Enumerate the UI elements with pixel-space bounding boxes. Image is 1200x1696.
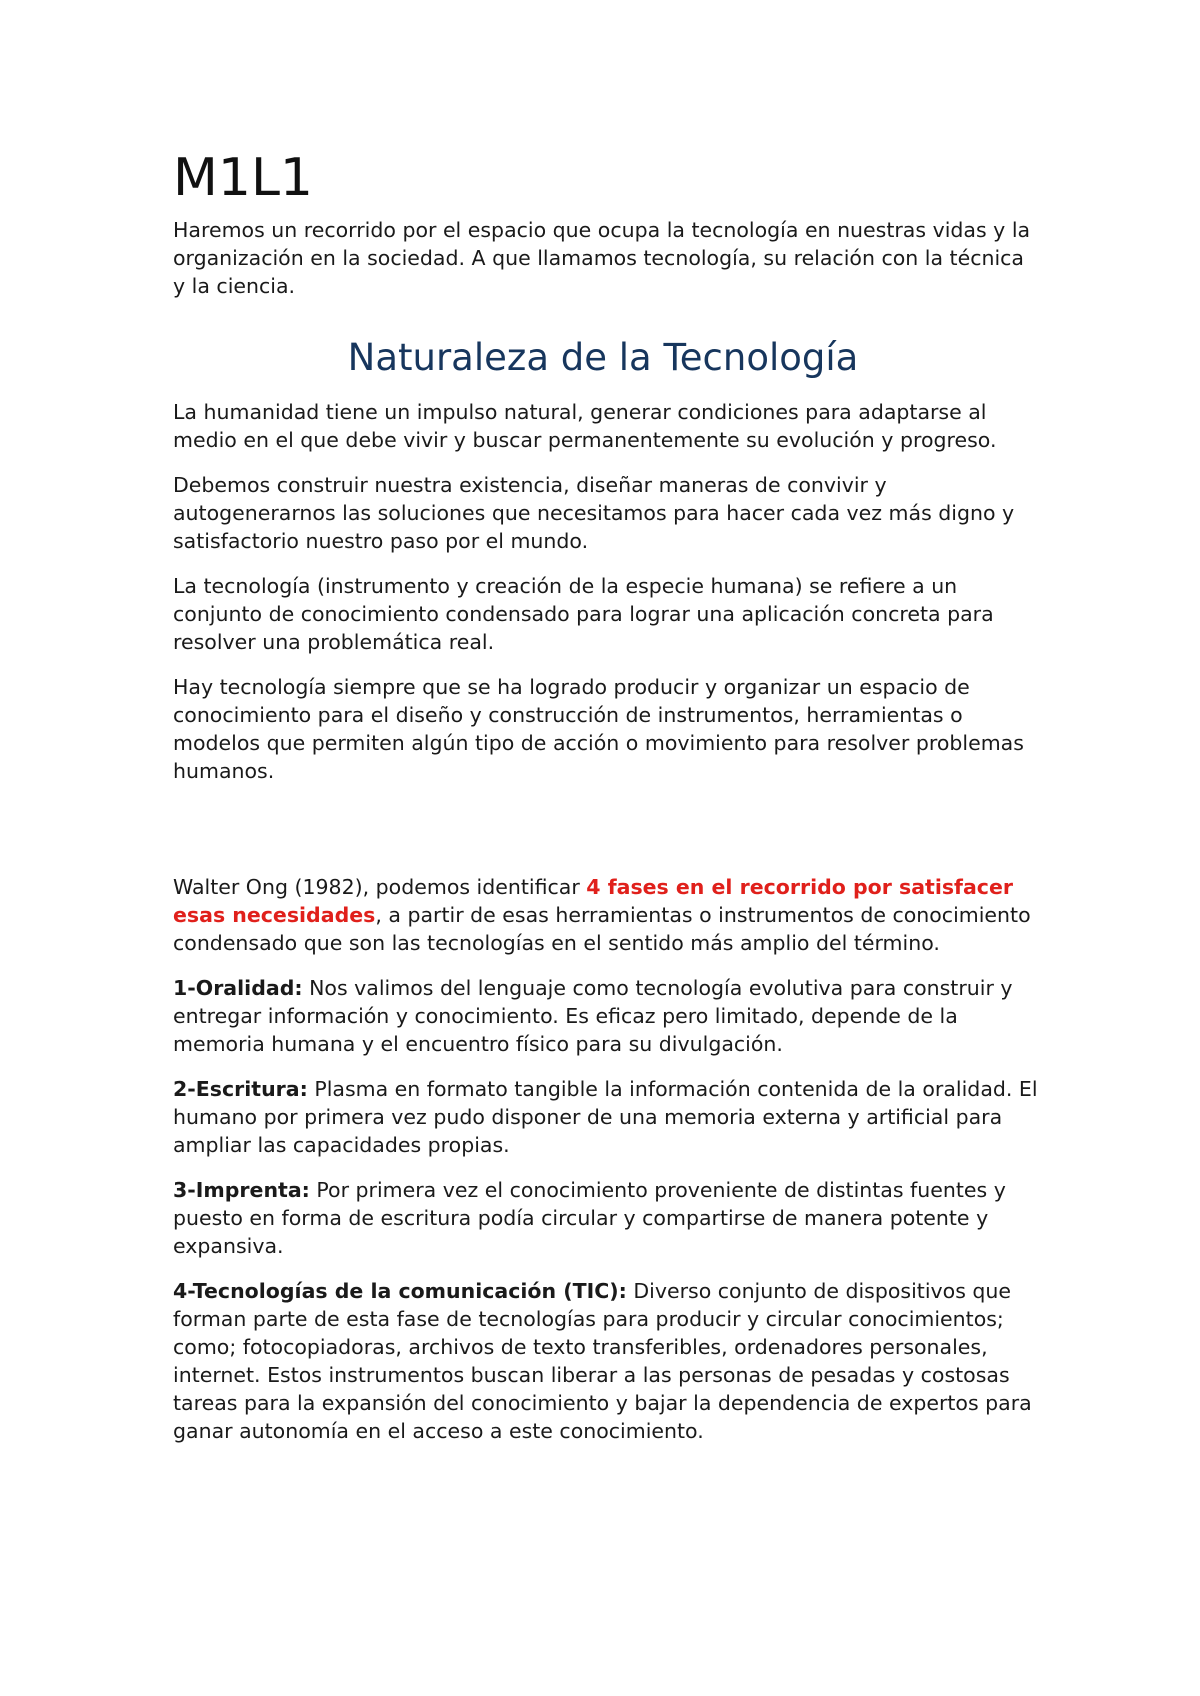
section-heading: Naturaleza de la Tecnología bbox=[347, 336, 859, 379]
phase-label: 1-Oralidad: bbox=[173, 976, 303, 1000]
body-paragraph: Debemos construir nuestra existencia, diseñar maneras de convivir y autogenerarnos las soluciones que necesitamos para hacer cada vez más digno y satisfactorio nuestro paso por el mundo. bbox=[173, 473, 1015, 553]
phase-text: Por primera vez el conocimiento proveniente de distintas fuentes y puesto en forma de escritura podía circular y compartirse de manera potente y expansiva. bbox=[173, 1178, 1006, 1258]
phase-text: Plasma en formato tangible la información contenida de la oralidad. El humano por primera vez pudo disponer de una memoria externa y artificial para ampliar las capacidades propias. bbox=[173, 1077, 1038, 1157]
ong-highlight-text: 4 fases en el recorrido por satisfacer esas necesidades bbox=[173, 875, 1013, 927]
phase-item-tic bbox=[173, 1277, 1043, 1445]
document-title: M1L1 bbox=[173, 148, 314, 208]
ong-rest-text: , a partir de esas herramientas o instrumentos de conocimiento condensado que son las tecnologías en el sentido más amplio del término. bbox=[173, 903, 1031, 955]
ong-intro-text: Walter Ong (1982), podemos identificar bbox=[173, 875, 587, 899]
body-paragraph: La humanidad tiene un impulso natural, generar condiciones para adaptarse al medio en el que debe vivir y buscar permanentemente su evolución y progreso. bbox=[173, 400, 997, 452]
phase-label: 4-Tecnologías de la comunicación (TIC): bbox=[173, 1279, 627, 1303]
phase-text: Nos valimos del lenguaje como tecnología evolutiva para construir y entregar información y conocimiento. Es eficaz pero limitado, depende de la memoria humana y el encuentro físico para su divulgación. bbox=[173, 976, 1013, 1056]
phase-label: 3-Imprenta: bbox=[173, 1178, 310, 1202]
body-paragraph: La tecnología (instrumento y creación de la especie humana) se refiere a un conjunto de conocimiento condensado para lograr una aplicación concreta para resolver una problemática real. bbox=[173, 574, 994, 654]
phase-item-imprenta bbox=[173, 1176, 1043, 1260]
phase-item-escritura bbox=[173, 1075, 1043, 1159]
nature-section bbox=[173, 398, 1043, 802]
phase-text: Diverso conjunto de dispositivos que forman parte de esta fase de tecnologías para producir y circular conocimientos; como; fotocopiadoras, archivos de texto transferibles, ordenadores personales, internet. Estos instrumentos buscan liberar a las personas de pesadas y costosas tareas para la expansión del conocimiento y bajar la dependencia de expertos para ganar autonomía en el acceso a este conocimiento. bbox=[173, 1279, 1032, 1443]
phase-item-oralidad bbox=[173, 974, 1043, 1058]
body-paragraph: Hay tecnología siempre que se ha logrado producir y organizar un espacio de conocimiento para el diseño y construcción de instrumentos, herramientas o modelos que permiten algún tipo de acción o movimiento para resolver problemas humanos. bbox=[173, 675, 1024, 783]
phase-label: 2-Escritura: bbox=[173, 1077, 308, 1101]
phases-section bbox=[173, 873, 1043, 1462]
ong-paragraph bbox=[173, 873, 1043, 957]
intro-paragraph: Haremos un recorrido por el espacio que ocupa la tecnología en nuestras vidas y la organización en la sociedad. A que llamamos tecnología, su relación con la técnica y la ciencia. bbox=[173, 218, 1031, 298]
